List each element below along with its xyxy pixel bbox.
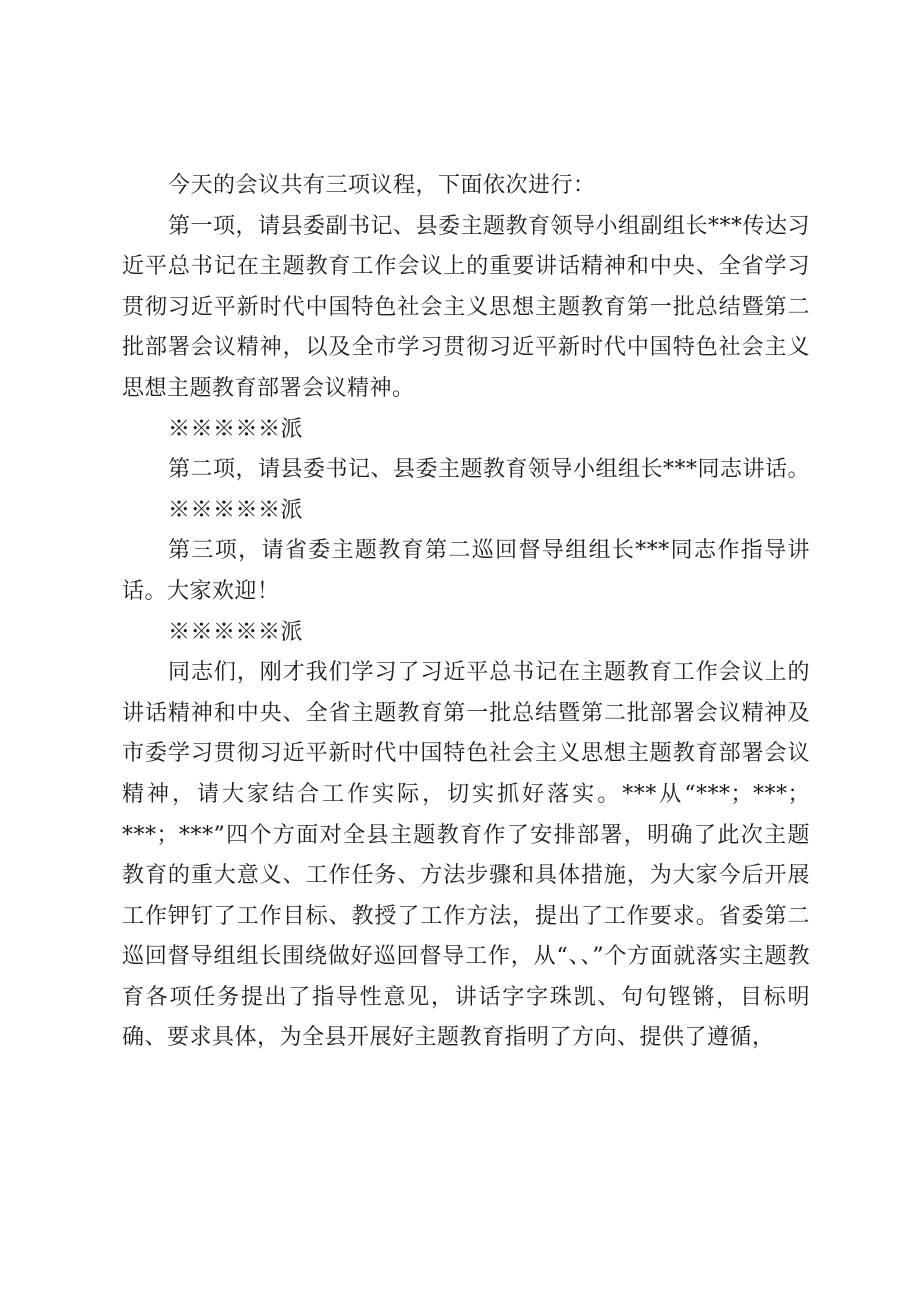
agenda-intro-paragraph: 今天的会议共有三项议程，下面依次进行： xyxy=(168,173,596,198)
placeholder-line: ※※※※※派 xyxy=(168,497,304,523)
placeholder-line: ※※※※※派 xyxy=(168,416,304,442)
document-body xyxy=(122,166,810,1059)
closing-remarks-paragraph: 同志们，刚才我们学习了习近平总书记在主题教育工作会议上的讲话精神和中央、全省主题教育第一批总结暨第二批部署会议精神及市委学习贯彻习近平新时代中国特色社会主义思想主题教育部署会议精神，请大家结合工作实际，切实抓好落实。***从“***；***；***；***”四个方面对全县主题教育作了安排部署，明确了此次主题教育的重大意义、工作任务、方法步骤和具体措施，为大家今后开展工作钾钉了工作目标、教授了工作方法，提出了工作要求。省委第二巡回督导组组长围绕做好巡回督导工作，从“、、”个方面就落实主题教育各项任务提出了指导性意见，讲话字字珠凯、句句铿锵，目标明确、要求具体，为全县开展好主题教育指明了方向、提供了遵循， xyxy=(122,660,810,1051)
placeholder-line: ※※※※※派 xyxy=(168,619,304,645)
agenda-item-1-paragraph: 第一项，请县委副书记、县委主题教育领导小组副组长***传达习近平总书记在主题教育工作会议上的重要讲话精神和中央、全省学习贯彻习近平新时代中国特色社会主义思想主题教育第一批总结暨第二批部署会议精神，以及全市学习贯彻习近平新时代中国特色社会主义思想主题教育部署会议精神。 xyxy=(122,213,811,401)
agenda-item-3-paragraph: 第三项，请省委主题教育第二巡回督导组组长***同志作指导讲话。大家欢迎！ xyxy=(122,538,810,604)
agenda-item-2-paragraph: 第二项，请县委书记、县委主题教育领导小组组长***同志讲话。 xyxy=(168,457,811,483)
